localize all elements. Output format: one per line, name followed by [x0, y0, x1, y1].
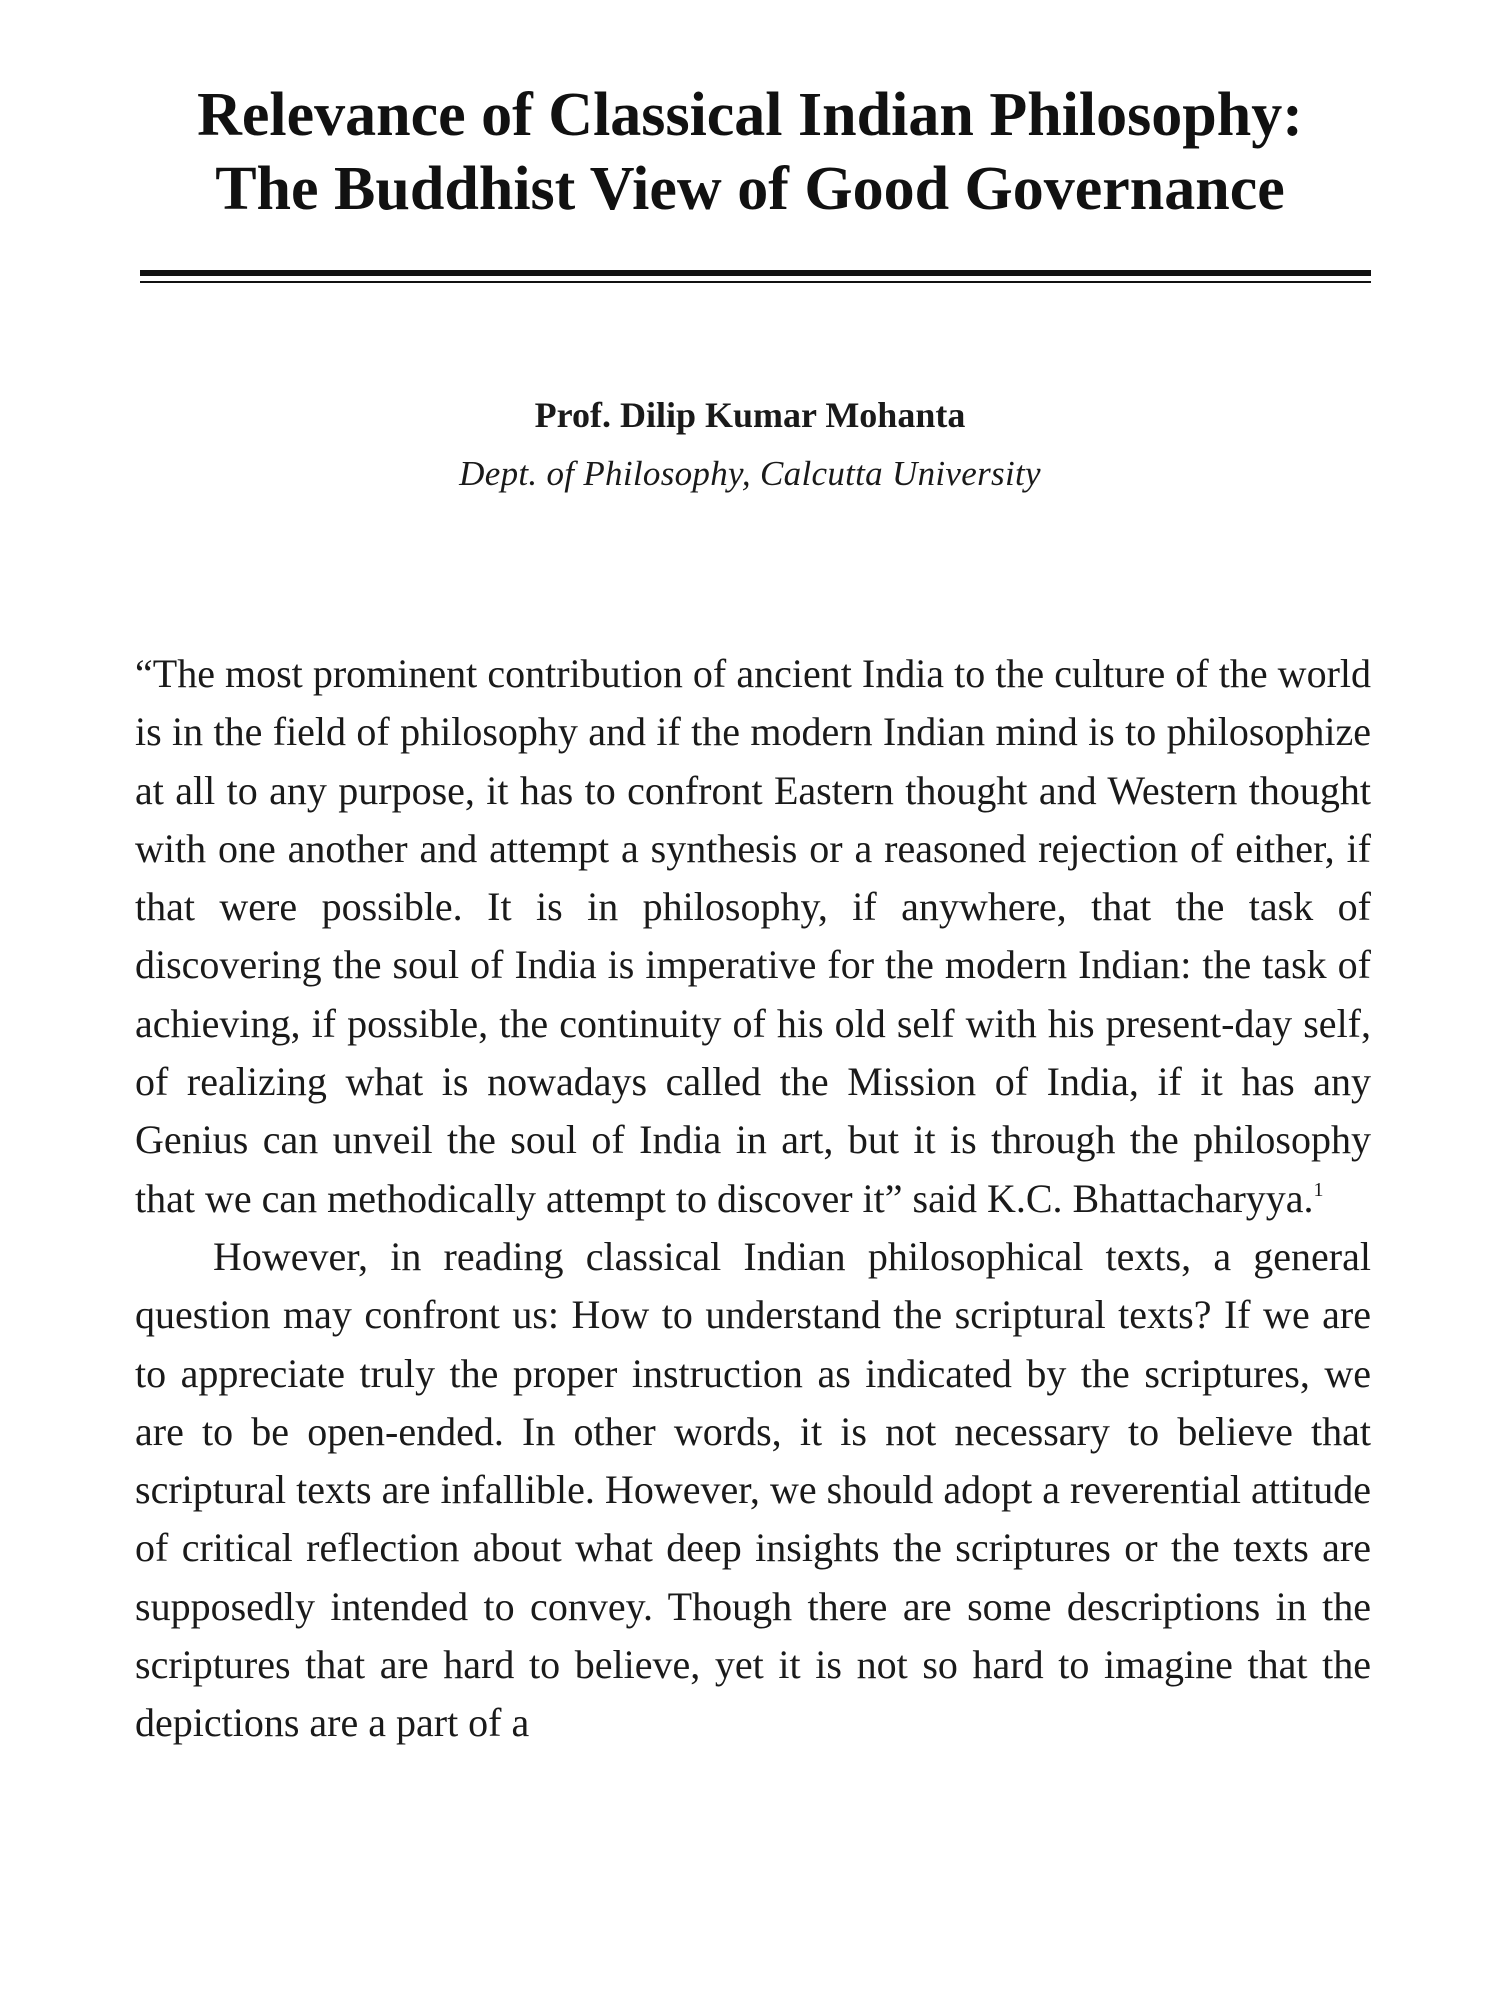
quote-text: “The most prominent contribution of ancient India to the culture of the world is in the field of philosophy and if the modern Indian mind is to philosophize at all to any purpose, it has to confront Eastern thought and Western thought with one another and attempt a synthesis or a reasoned rejection of either, if that were possible. It is in philosophy, if anywhere, that the task of discovering the soul of India is imperative for the modern Indian: the task of achieving, if possible, the continuity of his old self with his present-day self, of realizing what is nowadays called the Mission of India, if it has any Genius can unveil the soul of India in art, but it is through the philosophy that we can methodically attempt to discover it” said K.C. Bhattacharyya.	[135, 651, 1371, 1221]
title-rule-thick	[140, 270, 1371, 276]
paragraph-2: However, in reading classical Indian philosophical texts, a general question may confront us: How to understand the scriptural texts? If we are to appreciate truly the proper instruction as indicated by the scriptures, we are to be open-ended. In other words, it is not necessary to believe that scriptural texts are infallible. However, we should adopt a reverential attitude of critical reflection about what deep insights the scriptures or the texts are supposedly intended to convey. Though there are some descriptions in the scriptures that are hard to believe, yet it is not so hard to imagine that the depictions are a part of a	[135, 1233, 1371, 1746]
title-line-1: Relevance of Classical Indian Philosophy:	[197, 81, 1303, 149]
article-body	[135, 645, 1371, 1753]
footnote-marker: 1	[1313, 1178, 1324, 1201]
article-title	[100, 78, 1400, 226]
paragraph-quote	[135, 645, 1371, 1228]
author-affiliation: Dept. of Philosophy, Calcutta University	[459, 454, 1041, 493]
author-name: Prof. Dilip Kumar Mohanta	[534, 395, 966, 435]
title-line-2: The Buddhist View of Good Governance	[215, 155, 1285, 223]
title-rule-thin	[140, 281, 1371, 283]
